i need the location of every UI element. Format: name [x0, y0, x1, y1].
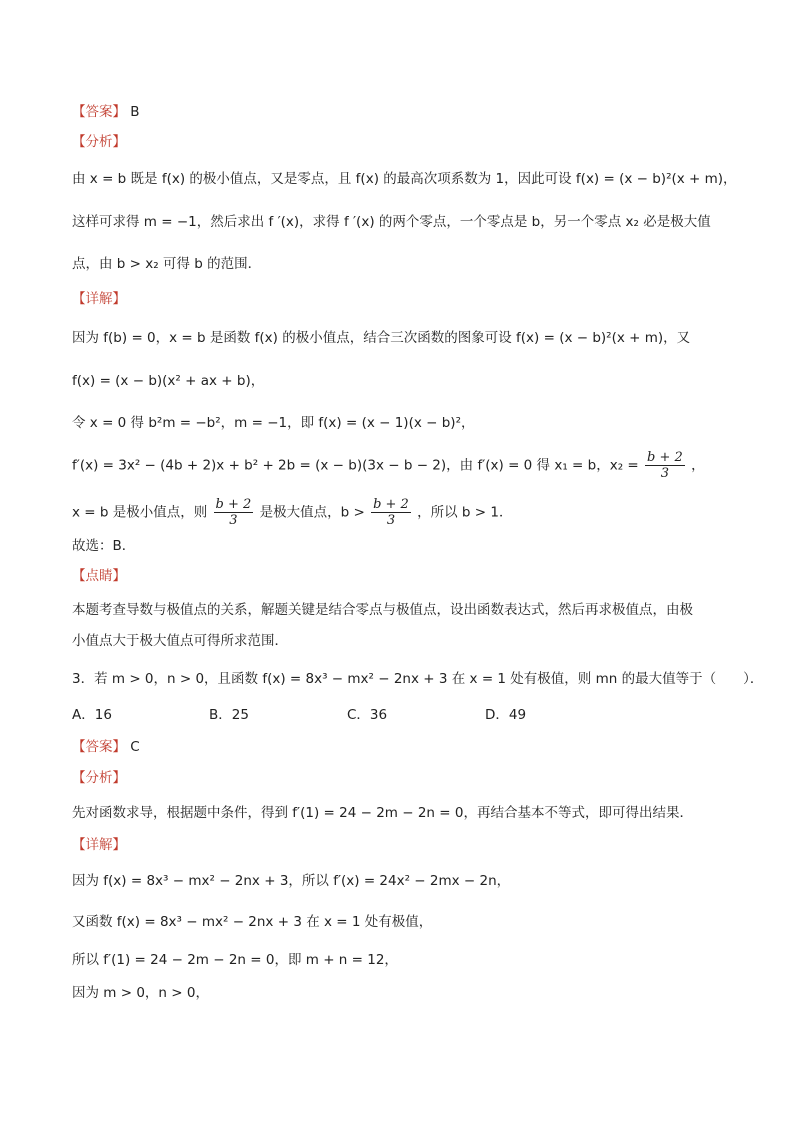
fraction-maxpoint	[214, 497, 254, 528]
detail-line-3: 令 x = 0 得 b²m = −b²，m = −1，即 f(x) = (x − 1)(x − b)²，	[72, 415, 475, 431]
q3-analysis-line-1: 先对函数求导，根据题中条件，得到 f′(1) = 24 − 2m − 2n = 0，再结合基本不等式，即可得出结果．	[72, 805, 693, 821]
fraction-denominator: 3	[660, 466, 670, 481]
option-c: C．36	[347, 707, 388, 723]
detail-line-1: 因为 f(b) = 0，x = b 是函数 f(x) 的极小值点，结合三次函数的图象可设 f(x) = (x − b)²(x + m)，又	[72, 330, 691, 346]
q2-answer-line	[72, 103, 140, 121]
analysis-tag: 【分析】	[72, 770, 126, 786]
derivative-tail: ，	[691, 457, 705, 474]
detail-line-6: 故选：B．	[72, 538, 136, 554]
option-d: D．49	[485, 707, 527, 723]
fraction-x2	[645, 450, 685, 481]
detail-line-2: f(x) = (x − b)(x² + ax + b)，	[72, 373, 265, 389]
analysis-line-1: 由 x = b 既是 f(x) 的极小值点，又是零点，且 f(x) 的最高次项系数为 1，因此可设 f(x) = (x − b)²(x + m)，	[72, 171, 737, 187]
answer-tag: 【答案】	[72, 739, 126, 755]
q3-detail-line-1: 因为 f(x) = 8x³ − mx² − 2nx + 3，所以 f′(x) = 24x² − 2mx − 2n，	[72, 873, 511, 889]
comment-tag: 【点睛】	[72, 568, 126, 584]
analysis-line-2: 这样可求得 m = −1，然后求出 f ′(x)，求得 f ′(x) 的两个零点，一个零点是 b，另一个零点 x₂ 必是极大值	[72, 214, 711, 230]
comment-line-2: 小值点大于极大值点可得所求范围．	[72, 633, 288, 649]
analysis-line-3: 点，由 b > x₂ 可得 b 的范围．	[72, 256, 262, 272]
fraction-numerator: b + 2	[215, 497, 252, 512]
fraction-numerator: b + 2	[373, 497, 409, 512]
fraction-denominator: 3	[386, 513, 396, 528]
analysis-tag: 【分析】	[72, 134, 126, 150]
detail-tag: 【详解】	[72, 837, 126, 853]
q3-stem: 3．若 m > 0，n > 0，且函数 f(x) = 8x³ − mx² − 2nx + 3 在 x = 1 处有极值，则 mn 的最大值等于（ ）．	[72, 671, 764, 687]
answer-value: C	[130, 739, 140, 755]
answer-tag: 【答案】	[72, 104, 126, 120]
q3-detail-line-4: 因为 m > 0，n > 0，	[72, 985, 209, 1001]
q3-detail-line-2: 又函数 f(x) = 8x³ − mx² − 2nx + 3 在 x = 1 处有极值，	[72, 914, 433, 930]
detail-line-5-a: x = b 是极小值点，则	[72, 504, 208, 521]
fraction-compare	[371, 497, 411, 528]
q3-answer-line	[72, 738, 140, 756]
detail-line-4	[72, 450, 705, 481]
fraction-denominator: 3	[229, 513, 238, 528]
comment-line-1: 本题考查导数与极值点的关系，解题关键是结合零点与极值点，设出函数表达式，然后再求极值点，由极	[72, 602, 693, 618]
derivative-text: f′(x) = 3x² − (4b + 2)x + b² + 2b = (x − b)(3x − b − 2)，由 f′(x) = 0 得 x₁ = b，x₂ =	[72, 457, 639, 474]
answer-value: B	[130, 104, 140, 120]
detail-line-5-b: 是极大值点，b >	[259, 504, 365, 521]
q3-detail-line-3: 所以 f′(1) = 24 − 2m − 2n = 0，即 m + n = 12，	[72, 952, 398, 968]
detail-line-5-c: ，所以 b > 1．	[417, 504, 513, 521]
detail-line-5	[72, 497, 512, 528]
option-b: B．25	[209, 707, 249, 723]
detail-tag: 【详解】	[72, 291, 126, 307]
fraction-numerator: b + 2	[647, 450, 683, 465]
option-a: A．16	[72, 707, 112, 723]
